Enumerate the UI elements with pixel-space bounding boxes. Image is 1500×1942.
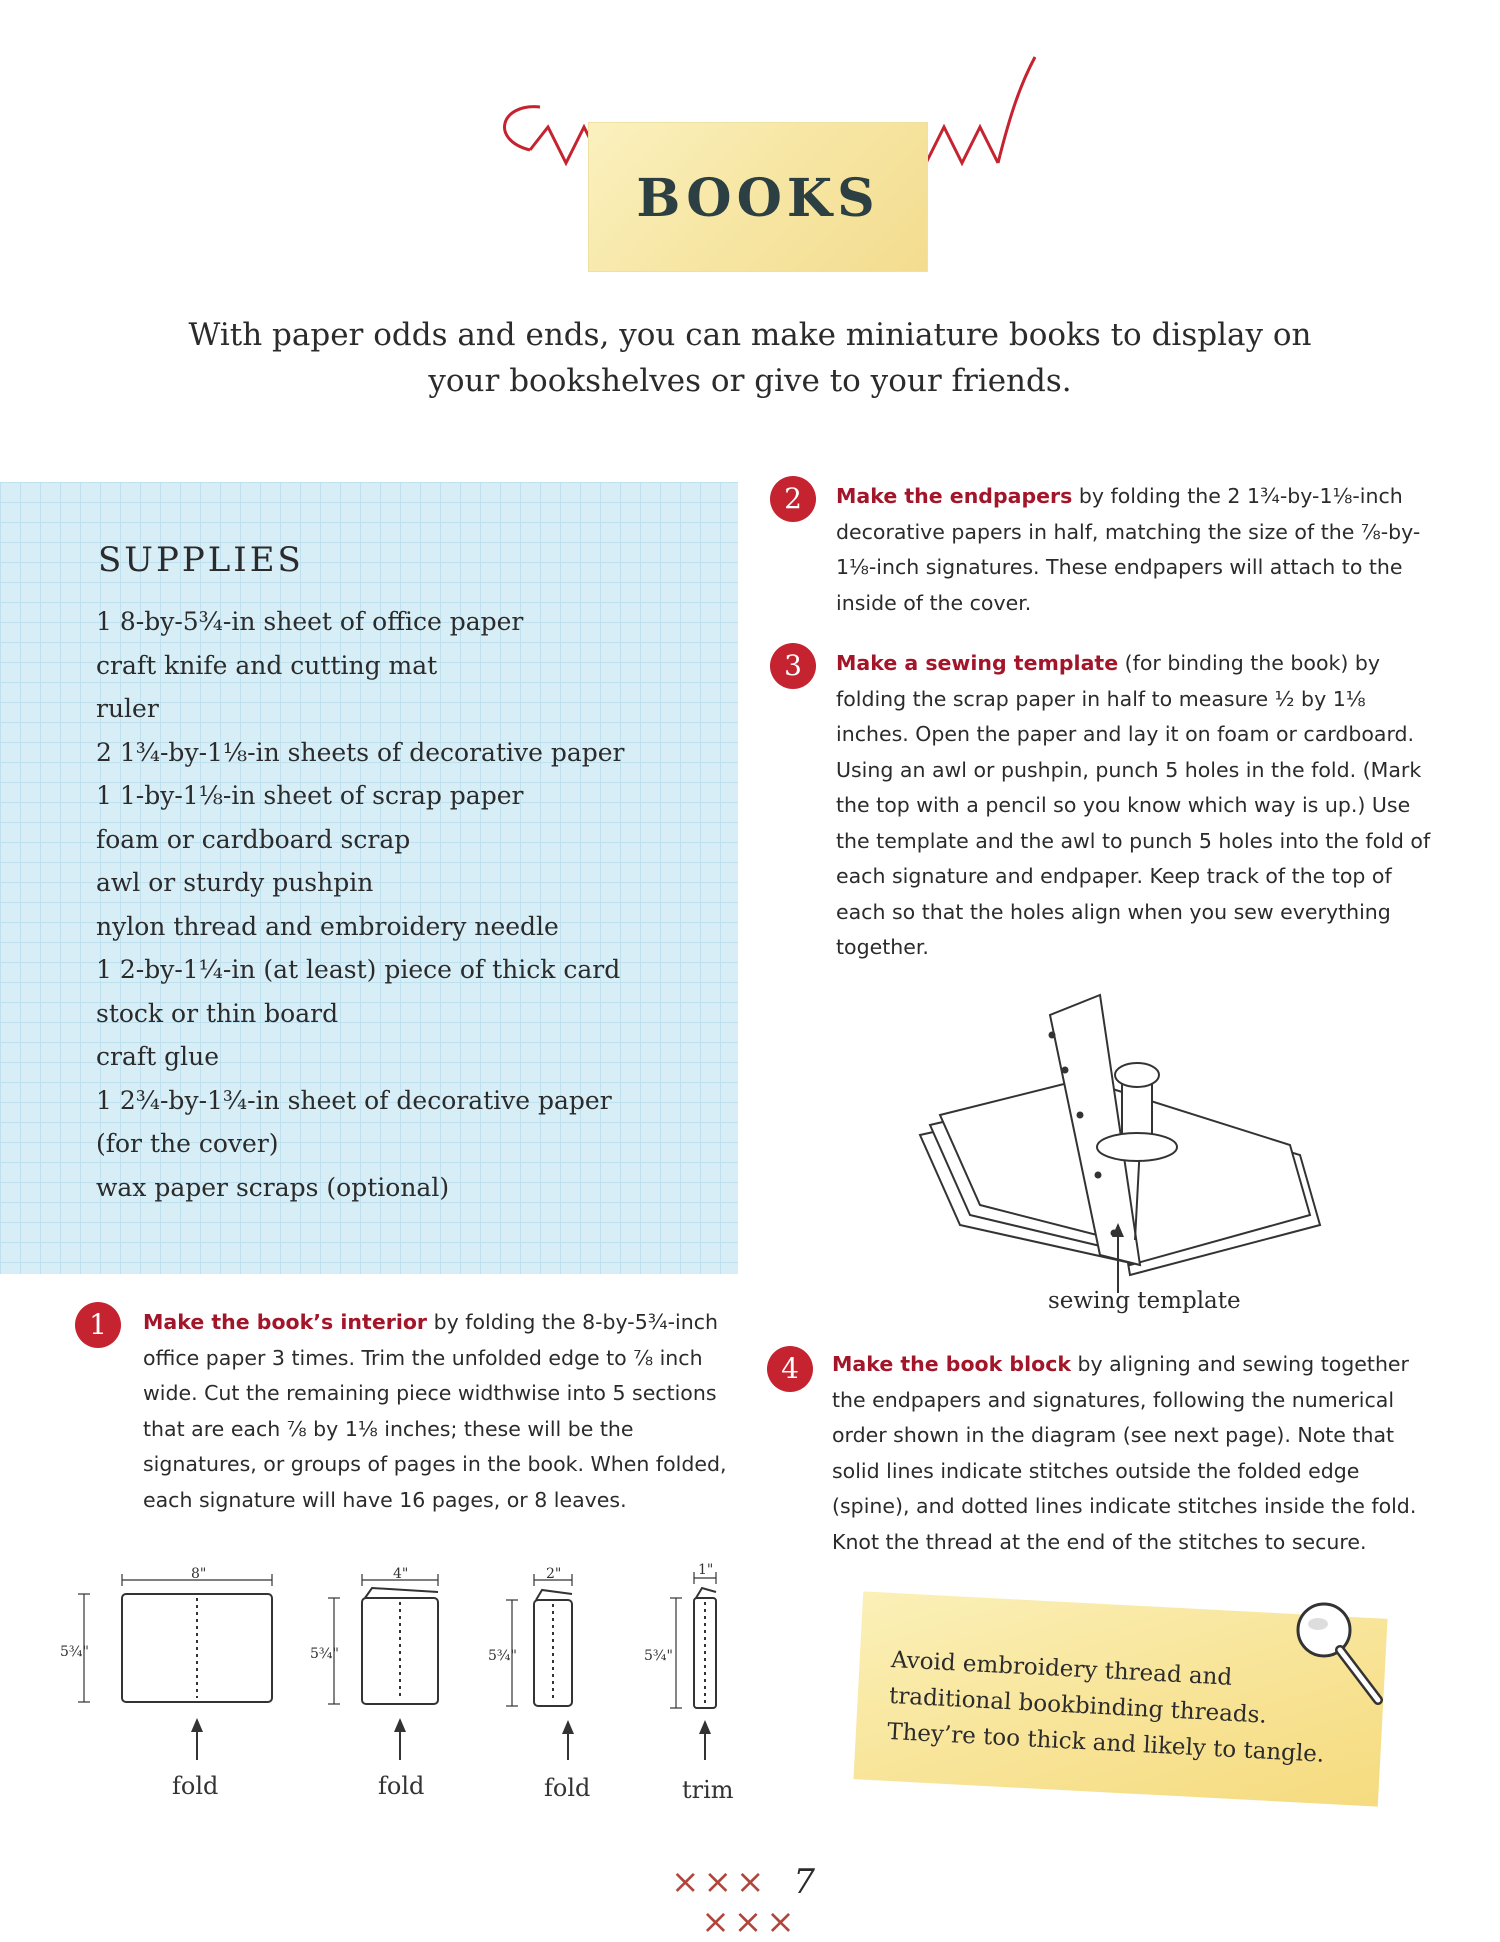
fold-height-label-2: 5¾" — [310, 1646, 339, 1662]
page-title: BOOKS — [636, 168, 880, 229]
step-2-text — [836, 479, 1432, 621]
fold-diagram-3 — [506, 1574, 574, 1760]
footer-marks-left: ××× — [671, 1862, 784, 1902]
supply-item: wax paper scraps (optional) — [96, 1172, 450, 1202]
fold-width-label-1: 8" — [191, 1566, 207, 1582]
supply-item: foam or cardboard scrap — [96, 824, 411, 854]
page-footer — [620, 1862, 880, 1942]
fold-caption-1: fold — [172, 1772, 219, 1800]
sewing-template-label: sewing template — [1048, 1288, 1241, 1314]
fold-caption-2: fold — [378, 1772, 425, 1800]
step-1-number: 1 — [75, 1302, 121, 1348]
footer-marks-right: ××× — [701, 1902, 799, 1942]
fold-width-label-2: 4" — [393, 1566, 409, 1582]
supplies-heading: SUPPLIES — [98, 540, 304, 580]
supply-item: 1 2-by-1¼-in (at least) piece of thick card — [96, 955, 621, 984]
step-4-number: 4 — [767, 1346, 813, 1392]
supply-item: 1 2¾-by-1¾-in sheet of decorative paper — [96, 1085, 612, 1115]
step-4-body: by aligning and sewing together the endpapers and signatures, following the numerical order shown in the diagram (see next page). Note that solid lines indicate stitches outside the folded edge (spine), and dotted lines indicate stitches inside the fold. Knot the thread at the end of the stitches to secure. — [832, 1352, 1417, 1554]
supply-item: 2 1¾-by-1⅛-in sheets of decorative paper — [96, 737, 625, 767]
magnifier-icon — [1282, 1588, 1392, 1718]
step-1-text — [143, 1305, 743, 1518]
step-1-body: by folding the 8-by-5¾-inch office paper 3 times. Trim the unfolded edge to ⅞ inch wide. Cut the remaining piece widthwise into 5 sections that are each ⅞ by 1⅛ inches; these will be the signatures, or groups of pages in the book. When folded, each signature will have 16 pages, or 8 leaves. — [143, 1310, 727, 1512]
step-3-text — [836, 646, 1432, 966]
supply-item: ruler — [96, 694, 159, 723]
supply-item: 1 1-by-1⅛-in sheet of scrap paper — [96, 781, 524, 810]
fold-height-label-3: 5¾" — [488, 1648, 517, 1664]
fold-diagram-2 — [328, 1574, 438, 1760]
step-3-number: 3 — [770, 643, 816, 689]
supply-item: nylon thread and embroidery needle — [96, 911, 559, 941]
fold-height-label-1: 5¾" — [60, 1644, 89, 1660]
tip-text: Avoid embroidery thread and traditional bookbinding threads. They’re too thick and likely to tangle. — [886, 1646, 1325, 1768]
supply-item: 1 8-by-5¾-in sheet of office paper — [96, 607, 524, 636]
supply-item: craft knife and cutting mat — [96, 650, 438, 680]
supply-item: (for the cover) — [96, 1129, 279, 1158]
step-3-body: (for binding the book) by folding the scrap paper in half to measure ½ by 1⅛ inches. Open the paper and lay it on foam or cardboard. Using an awl or pushpin, punch 5 holes in the fold. (Mark the top with a pencil so you know which way is up.) Use the template and the awl to punch 5 holes into the fold of each signature and endpaper. Keep track of the top of each so that the holes align when you sew everything together. — [836, 651, 1431, 959]
fold-caption-4: trim — [682, 1776, 734, 1800]
step-1-lead: Make the book’s interior — [143, 1310, 428, 1334]
step-2-body: by folding the 2 1¾-by-1⅛-inch decorative papers in half, matching the size of the ⅞-by-1⅛-inch signatures. These endpapers will attach to the inside of the cover. — [836, 484, 1421, 615]
fold-height-label-4: 5¾" — [644, 1648, 673, 1664]
step-3-lead: Make a sewing template — [836, 651, 1119, 675]
step-2-lead: Make the endpapers — [836, 484, 1073, 508]
fold-diagram-4 — [670, 1572, 716, 1760]
sewing-template-diagram — [900, 975, 1340, 1295]
fold-width-label-3: 2" — [546, 1566, 562, 1582]
supply-item: craft glue — [96, 1042, 219, 1071]
fold-caption-3: fold — [544, 1774, 591, 1800]
page-number: 7 — [793, 1862, 819, 1902]
supply-item: awl or sturdy pushpin — [96, 868, 374, 897]
fold-diagram-1 — [78, 1574, 272, 1760]
step-4-lead: Make the book block — [832, 1352, 1071, 1376]
step-4-text — [832, 1347, 1432, 1560]
fold-width-label-4: 1" — [698, 1562, 714, 1578]
supply-item: stock or thin board — [96, 998, 339, 1028]
fold-diagrams — [60, 1560, 740, 1800]
supplies-list — [96, 600, 716, 1209]
intro-text: With paper odds and ends, you can make miniature books to display on your bookshelves or give to your friends. — [188, 317, 1312, 399]
step-2-number: 2 — [770, 476, 816, 522]
